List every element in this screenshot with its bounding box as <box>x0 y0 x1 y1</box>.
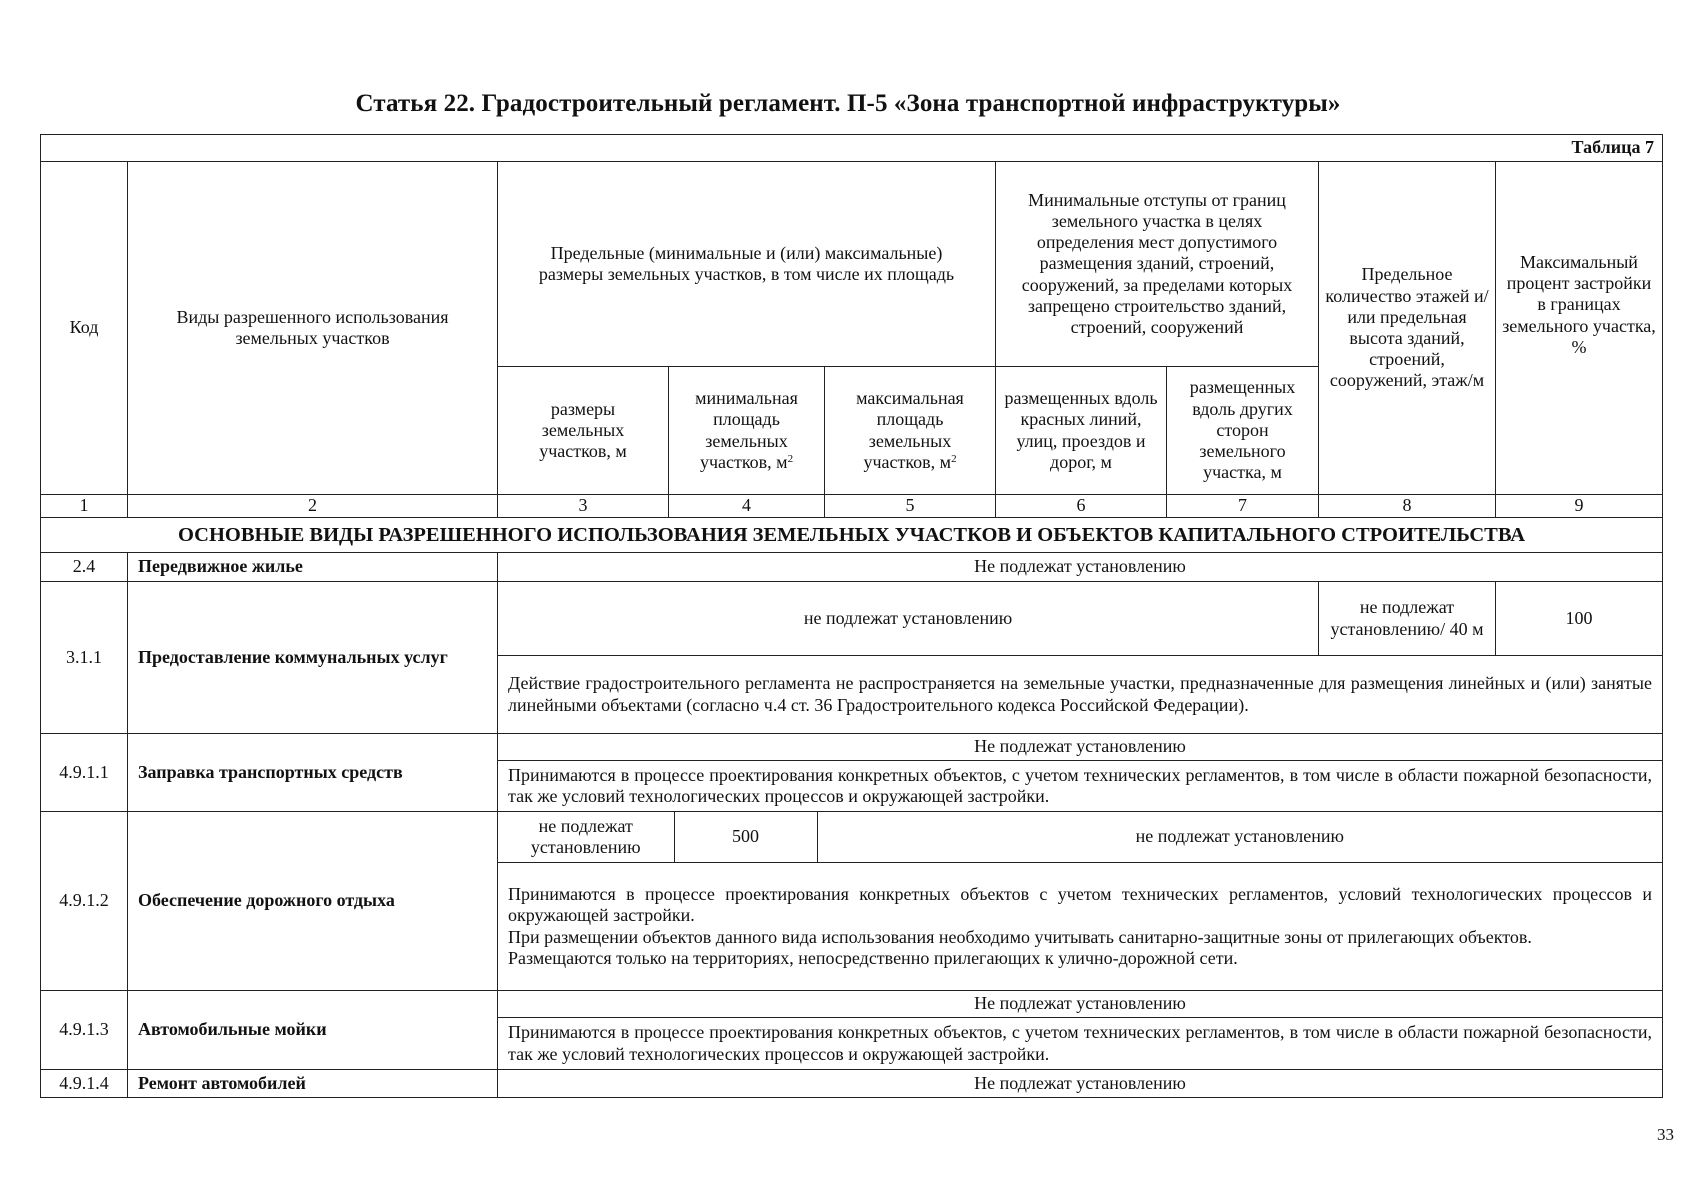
page-title: Статья 22. Градостроительный регламент. П-5 «Зона транспортной инфраструктуры» <box>355 90 1341 117</box>
row-sizes-value: не подлежат установлению <box>530 815 641 857</box>
row-kind-name: Заправка транспортных средств <box>128 734 498 812</box>
row-floors-value: не подлежат установлению/ 40 м <box>1319 582 1496 656</box>
row-note: Принимаются в процессе проектирования конкретных объектов, с учетом технических регламентов, в том числе в области пожарной безопасности, так же условий технологических процессов и окружающей застройки. <box>498 761 1663 812</box>
row-code: 4.9.1.1 <box>41 734 128 812</box>
row-value: Не подлежат установлению <box>498 553 1663 582</box>
header-setbacks-group: Минимальные отступы от границ земельного участка в целях определения мест допустимого размещения зданий, строений, сооружений, за пределами которых запрещено строительство зданий, строений, сооружений <box>996 162 1319 367</box>
row-kind-name: Автомобильные мойки <box>128 991 498 1070</box>
col-number: 9 <box>1496 495 1663 518</box>
col-number: 7 <box>1167 495 1319 518</box>
min-area-sup: 2 <box>787 452 794 465</box>
row-value: Не подлежат установлению <box>498 991 1663 1018</box>
row-kind-name: Обеспечение дорожного отдыха <box>128 812 498 991</box>
col-number: 3 <box>498 495 669 518</box>
header-code: Код <box>41 162 128 495</box>
col-number: 1 <box>41 495 128 518</box>
row-code: 4.9.1.4 <box>41 1070 128 1098</box>
row-value-group <box>498 812 1663 863</box>
header-sub-sizes: размеры земельных участков, м <box>498 367 669 495</box>
header-sizes-group: Предельные (минимальные и (или) максимальные) размеры земельных участков, в том числе их площадь <box>498 162 996 367</box>
row-rest-value: не подлежат установлению <box>817 812 1662 862</box>
row-kind-name: Передвижное жилье <box>128 553 498 582</box>
col-number: 8 <box>1319 495 1496 518</box>
row-code: 4.9.1.2 <box>41 812 128 991</box>
header-sub-other-sides: размещенных вдоль других сторон земельного участка, м <box>1167 367 1319 495</box>
row-value: Не подлежат установлению <box>498 1070 1663 1098</box>
min-area-text: минимальная площадь земельных участков, м <box>695 388 798 472</box>
page-number: 33 <box>1657 1125 1674 1144</box>
row-value: не подлежат установлению <box>498 582 1319 656</box>
row-code: 3.1.1 <box>41 582 128 734</box>
row-code: 2.4 <box>41 553 128 582</box>
row-percent-value: 100 <box>1496 582 1663 656</box>
header-max-percent: Максимальный процент застройки в границах земельного участка, % <box>1496 162 1663 495</box>
inner-value-table <box>498 812 1662 862</box>
col-number: 6 <box>996 495 1167 518</box>
row-note: Принимаются в процессе проектирования конкретных объектов с учетом технических регламентов, условий технологических процессов и окружающей застройки. <box>508 884 1652 926</box>
row-note: Принимаются в процессе проектирования конкретных объектов, с учетом технических регламентов, в том числе в области пожарной безопасности, так же условий технологических процессов и окружающей застройки. <box>498 1018 1663 1070</box>
col-number: 5 <box>825 495 996 518</box>
row-code: 4.9.1.3 <box>41 991 128 1070</box>
row-note: При размещении объектов данного вида использования необходимо учитывать санитарно-защитные зоны от прилегающих объектов. <box>508 926 1532 947</box>
section-title: ОСНОВНЫЕ ВИДЫ РАЗРЕШЕННОГО ИСПОЛЬЗОВАНИЯ ЗЕМЕЛЬНЫХ УЧАСТКОВ И ОБЪЕКТОВ КАПИТАЛЬНОГО СТРОИТЕЛЬСТВА <box>41 518 1663 553</box>
row-note: Размещаются только на территориях, непосредственно прилегающих к улично-дорожной сети. <box>508 947 1238 968</box>
header-kinds: Виды разрешенного использования земельных участков <box>128 162 498 495</box>
row-value: Не подлежат установлению <box>498 734 1663 761</box>
row-note: Действие градостроительного регламента не распространяется на земельные участки, предназначенные для размещения линейных и (или) занятые линейными объектами (согласно ч.4 ст. 36 Градостроительного кодекса Российской Федерации). <box>498 656 1663 734</box>
table-label: Таблица 7 <box>41 135 1663 162</box>
row-kind-name: Ремонт автомобилей <box>128 1070 498 1098</box>
col-number: 2 <box>128 495 498 518</box>
header-sub-red-lines: размещенных вдоль красных линий, улиц, проездов и дорог, м <box>996 367 1167 495</box>
max-area-text: максимальная площадь земельных участков, м <box>856 388 964 472</box>
regulation-table <box>40 134 1663 1098</box>
header-floors: Предельное количество этажей и/или предельная высота зданий, строений, сооружений, этаж/м <box>1319 162 1496 495</box>
row-notes <box>498 863 1663 991</box>
row-min-area-value: 500 <box>674 812 817 862</box>
header-sub-min-area <box>669 367 825 495</box>
row-kind-name: Предоставление коммунальных услуг <box>128 582 498 734</box>
max-area-sup: 2 <box>951 452 957 465</box>
col-number: 4 <box>669 495 825 518</box>
header-sub-max-area <box>825 367 996 495</box>
